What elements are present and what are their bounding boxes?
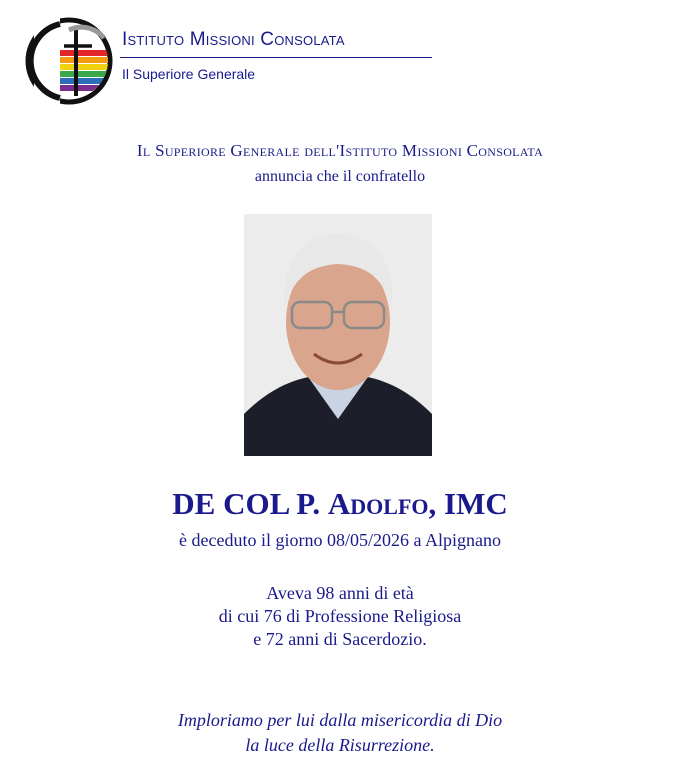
death-notice: è deceduto il giorno 08/05/2026 a Alpignano <box>179 530 501 550</box>
priesthood-line: e 72 anni di Sacerdozio. <box>253 629 427 649</box>
announcement <box>0 138 680 190</box>
name-suffix: , IMC <box>428 486 508 521</box>
life-details <box>0 582 680 651</box>
prayer <box>0 708 680 758</box>
portrait-image <box>244 214 432 456</box>
announcement-line-1: Il Superiore Generale dell'Istituto Missioni Consolata <box>136 141 544 160</box>
name-prefix: DE COL P. <box>172 486 328 521</box>
profession-line: di cui 76 di Professione Religiosa <box>218 606 462 626</box>
name-given: Adolfo <box>327 486 429 521</box>
org-subtitle: Il Superiore Generale <box>122 66 256 82</box>
deceased-name <box>0 486 680 522</box>
header-divider <box>120 57 432 58</box>
org-name: Istituto Missioni Consolata <box>122 29 345 50</box>
portrait-photo <box>244 214 432 456</box>
header <box>0 0 680 110</box>
prayer-line-1: Imploriamo per lui dalla misericordia di Dio <box>177 710 503 730</box>
prayer-line-2: la luce della Risurrezione. <box>245 735 435 755</box>
age-line: Aveva 98 anni di età <box>266 583 414 603</box>
imc-logo <box>24 16 114 106</box>
announcement-line-2: annuncia che il confratello <box>254 168 426 185</box>
